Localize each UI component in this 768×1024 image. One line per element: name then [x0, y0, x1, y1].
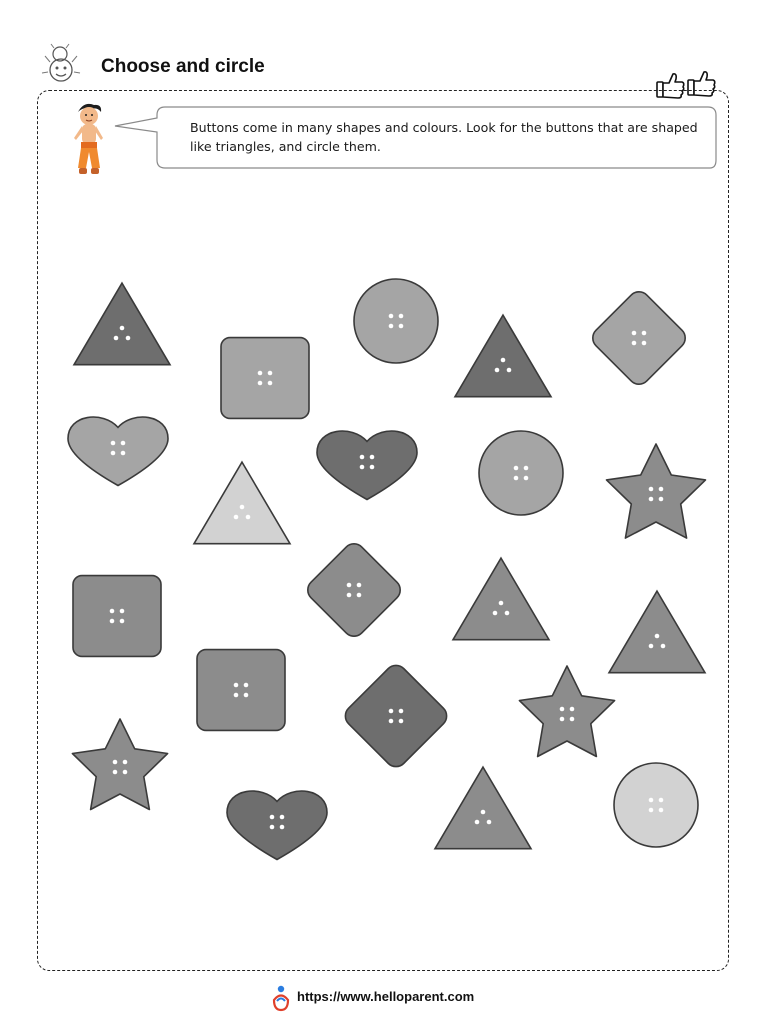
button-hole	[524, 466, 529, 471]
triangle-button[interactable]	[453, 558, 549, 640]
triangle-shape	[609, 591, 705, 673]
button-hole	[370, 465, 375, 470]
heart-button[interactable]	[68, 417, 168, 485]
button-hole	[487, 820, 492, 825]
button-hole	[505, 611, 510, 616]
page-title: Choose and circle	[101, 56, 265, 77]
square-shape	[221, 338, 309, 419]
diamond-button[interactable]	[341, 661, 451, 771]
circle-button[interactable]	[354, 279, 438, 363]
heart-button[interactable]	[317, 431, 417, 499]
circle-button[interactable]	[614, 763, 698, 847]
circle-button[interactable]	[479, 431, 563, 515]
button-hole	[659, 798, 664, 803]
button-hole	[659, 487, 664, 492]
button-hole	[514, 466, 519, 471]
button-hole	[113, 760, 118, 765]
button-hole	[123, 760, 128, 765]
button-hole	[270, 815, 275, 820]
button-hole	[399, 314, 404, 319]
heart-shape	[227, 791, 327, 859]
button-hole	[399, 324, 404, 329]
triangle-shape	[194, 462, 290, 544]
button-hole	[632, 341, 637, 346]
button-hole	[121, 441, 126, 446]
button-hole	[499, 601, 504, 606]
star-button[interactable]	[72, 719, 167, 810]
button-hole	[560, 717, 565, 722]
button-hole	[560, 707, 565, 712]
button-hole	[357, 583, 362, 588]
triangle-shape	[455, 315, 551, 397]
button-hole	[268, 371, 273, 376]
button-hole	[649, 808, 654, 813]
button-hole	[234, 683, 239, 688]
triangle-shape	[74, 283, 170, 365]
button-hole	[481, 810, 486, 815]
button-hole	[111, 441, 116, 446]
star-shape	[607, 444, 706, 538]
diamond-button[interactable]	[588, 287, 689, 388]
diamond-shape	[341, 661, 451, 771]
button-hole	[280, 815, 285, 820]
circle-shape	[354, 279, 438, 363]
button-hole	[347, 583, 352, 588]
button-hole	[632, 331, 637, 336]
diamond-shape	[588, 287, 689, 388]
star-button[interactable]	[607, 444, 706, 538]
button-hole	[507, 368, 512, 373]
instruction-text: Buttons come in many shapes and colours. Look for the buttons that are shaped like triangles, and circle them.	[190, 120, 698, 154]
button-hole	[114, 336, 119, 341]
square-button[interactable]	[73, 576, 161, 657]
button-hole	[659, 497, 664, 502]
triangle-button[interactable]	[74, 283, 170, 365]
square-button[interactable]	[221, 338, 309, 419]
button-hole	[126, 336, 131, 341]
button-hole	[120, 619, 125, 624]
button-hole	[493, 611, 498, 616]
circle-shape	[479, 431, 563, 515]
triangle-shape	[435, 767, 531, 849]
button-hole	[258, 371, 263, 376]
button-hole	[642, 341, 647, 346]
button-hole	[649, 798, 654, 803]
triangle-button[interactable]	[455, 315, 551, 397]
button-hole	[389, 314, 394, 319]
diamond-shape	[303, 539, 404, 640]
button-hole	[270, 825, 275, 830]
button-hole	[120, 326, 125, 331]
star-shape	[72, 719, 167, 810]
button-hole	[357, 593, 362, 598]
button-hole	[110, 609, 115, 614]
button-hole	[501, 358, 506, 363]
helloparent-logo-icon	[269, 984, 293, 1012]
button-hole	[370, 455, 375, 460]
square-button[interactable]	[197, 650, 285, 731]
triangle-shape	[453, 558, 549, 640]
triangle-button[interactable]	[609, 591, 705, 673]
button-hole	[649, 497, 654, 502]
button-hole	[524, 476, 529, 481]
button-hole	[244, 693, 249, 698]
button-hole	[244, 683, 249, 688]
heart-button[interactable]	[227, 791, 327, 859]
button-hole	[121, 451, 126, 456]
button-hole	[268, 381, 273, 386]
button-hole	[234, 515, 239, 520]
button-hole	[389, 324, 394, 329]
button-hole	[570, 707, 575, 712]
button-hole	[514, 476, 519, 481]
button-hole	[120, 609, 125, 614]
star-shape	[519, 666, 614, 757]
button-hole	[659, 808, 664, 813]
button-hole	[123, 770, 128, 775]
diamond-button[interactable]	[303, 539, 404, 640]
button-hole	[111, 451, 116, 456]
button-hole	[234, 693, 239, 698]
button-hole	[389, 719, 394, 724]
button-hole	[246, 515, 251, 520]
heart-shape	[317, 431, 417, 499]
square-shape	[73, 576, 161, 657]
button-hole	[399, 719, 404, 724]
button-hole	[347, 593, 352, 598]
triangle-button[interactable]	[194, 462, 290, 544]
button-hole	[649, 487, 654, 492]
button-hole	[642, 331, 647, 336]
button-hole	[570, 717, 575, 722]
circle-shape	[614, 763, 698, 847]
button-hole	[649, 644, 654, 649]
button-hole	[240, 505, 245, 510]
button-hole	[661, 644, 666, 649]
button-hole	[399, 709, 404, 714]
button-hole	[389, 709, 394, 714]
heart-shape	[68, 417, 168, 485]
triangle-button[interactable]	[435, 767, 531, 849]
footer-url: https://www.helloparent.com	[297, 989, 475, 1004]
button-hole	[110, 619, 115, 624]
button-hole	[280, 825, 285, 830]
star-button[interactable]	[519, 666, 614, 757]
square-shape	[197, 650, 285, 731]
button-hole	[655, 634, 660, 639]
button-hole	[258, 381, 263, 386]
button-hole	[495, 368, 500, 373]
button-hole	[113, 770, 118, 775]
button-hole	[475, 820, 480, 825]
button-hole	[360, 455, 365, 460]
button-hole	[360, 465, 365, 470]
